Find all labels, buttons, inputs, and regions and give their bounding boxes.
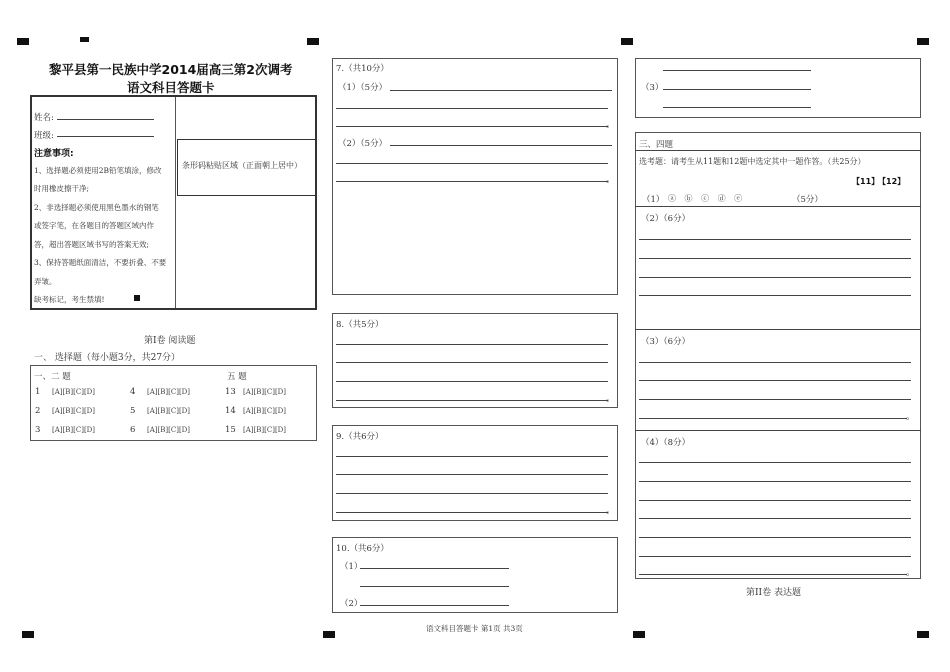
answer-line[interactable] [639, 418, 907, 419]
answer-bubbles[interactable]: [A][B][C][D] [52, 388, 96, 396]
answer-line[interactable] [639, 295, 911, 296]
answer-line[interactable] [336, 493, 608, 494]
option-12-box[interactable]: 【12】 [878, 177, 906, 186]
p1-label: （1） [642, 195, 665, 205]
answer-line[interactable] [336, 400, 608, 401]
answer-line[interactable] [639, 258, 911, 259]
note-line: 1、选择题必须使用2B铅笔填涂，修改 [34, 166, 162, 175]
period-mark: 。 [606, 175, 616, 185]
registration-mark [917, 38, 929, 45]
option-11-box[interactable]: 【11】 [852, 177, 880, 186]
divider [635, 329, 921, 330]
answer-line[interactable] [336, 362, 608, 363]
answer-line[interactable] [360, 586, 509, 587]
answer-line[interactable] [639, 239, 911, 240]
question-number: 4 [130, 387, 136, 397]
p3-label: （3）（6分） [641, 337, 691, 347]
answer-line[interactable] [639, 481, 911, 482]
class-label: 班级: [34, 131, 54, 141]
note-line: 答，超出答题区域书写的答案无效; [34, 240, 150, 249]
period-mark: 。 [606, 394, 616, 404]
p1-score: （5分） [792, 195, 823, 205]
answer-bubbles[interactable]: [A][B][C][D] [52, 426, 96, 434]
section2-title: 第II卷 表达题 [746, 588, 801, 598]
choice-grid [30, 365, 317, 441]
barcode-label: 条形码粘贴区域（正面朝上居中） [182, 161, 302, 170]
q9-label: 9.（共6分） [336, 432, 384, 442]
note-line: 3、保持答题纸面清洁，不要折叠、不要 [34, 258, 167, 267]
answer-line[interactable] [663, 70, 811, 71]
name-field[interactable] [57, 119, 154, 120]
question-number: 2 [35, 406, 41, 416]
question-number: 1 [35, 387, 41, 397]
answer-line[interactable] [390, 145, 612, 146]
answer-line[interactable] [336, 512, 608, 513]
divider [635, 206, 921, 207]
page-subtitle: 语文科目答题卡 [127, 80, 215, 95]
notes-title: 注意事项: [34, 149, 74, 159]
answer-line[interactable] [639, 500, 911, 501]
answer-line[interactable] [336, 108, 608, 109]
answer-line[interactable] [639, 362, 911, 363]
q7-sub1-label: （1）（5分） [338, 83, 388, 93]
answer-line[interactable] [639, 462, 911, 463]
answer-line[interactable] [663, 107, 811, 108]
registration-mark [323, 631, 335, 638]
question-number: 3 [35, 425, 41, 435]
answer-line[interactable] [639, 277, 911, 278]
answer-bubbles[interactable]: [A][B][C][D] [147, 407, 191, 415]
question-number: 15 [225, 425, 236, 435]
answer-line[interactable] [639, 518, 911, 519]
p1-answer-bubbles[interactable]: ⓐ ⓑ ⓒ ⓓ ⓔ [668, 194, 746, 203]
q7-answer-box [332, 58, 618, 295]
divider [635, 150, 921, 151]
q10-continued-box [635, 58, 921, 118]
registration-mark [917, 631, 929, 638]
answer-line[interactable] [360, 568, 509, 569]
info-divider [175, 97, 176, 308]
barcode-area [177, 139, 317, 196]
answer-line[interactable] [639, 399, 911, 400]
q10-sub2-label: （2） [340, 599, 363, 609]
q7-sub2-label: （2）（5分） [338, 139, 388, 149]
answer-line[interactable] [639, 556, 911, 557]
section-heading: 三、四题 [639, 140, 674, 150]
divider [635, 430, 921, 431]
note-line: 或签字笔，在各题目的答题区域内作 [34, 221, 154, 230]
select-instruction: 选考题：请考生从11题和12题中选定其中一题作答。（共25分） [639, 157, 866, 166]
absent-label: 缺考标记，考生禁填! [34, 295, 105, 304]
q10-sub3-label: （3） [641, 83, 664, 93]
p4-label: （4）（8分） [641, 438, 691, 448]
q10-label: 10.（共6分） [336, 544, 389, 554]
answer-bubbles[interactable]: [A][B][C][D] [243, 407, 287, 415]
section1-title: 第I卷 阅读题 [144, 336, 196, 346]
choice-col-header-right: 五 题 [227, 372, 247, 382]
answer-bubbles[interactable]: [A][B][C][D] [243, 426, 287, 434]
answer-line[interactable] [336, 474, 608, 475]
registration-mark [22, 631, 34, 638]
answer-line[interactable] [663, 89, 811, 90]
answer-line[interactable] [336, 344, 608, 345]
q7-label: 7.（共10分） [336, 64, 389, 74]
question-number: 6 [130, 425, 136, 435]
period-mark: 。 [606, 120, 616, 130]
answer-line[interactable] [336, 381, 608, 382]
answer-line[interactable] [336, 456, 608, 457]
answer-line[interactable] [336, 163, 608, 164]
registration-mark [80, 37, 89, 42]
choice-col-header-left: 一、二 题 [34, 372, 71, 382]
q10-sub1-label: （1） [340, 562, 363, 572]
question-number: 13 [225, 387, 236, 397]
registration-mark [17, 38, 29, 45]
answer-bubbles[interactable]: [A][B][C][D] [147, 388, 191, 396]
period-mark: 。 [906, 568, 916, 578]
q8-label: 8.（共5分） [336, 320, 384, 330]
absent-mark-box[interactable] [134, 295, 140, 301]
class-field[interactable] [57, 136, 154, 137]
answer-line[interactable] [390, 90, 612, 91]
answer-line[interactable] [336, 126, 608, 127]
answer-bubbles[interactable]: [A][B][C][D] [52, 407, 96, 415]
period-mark: 。 [606, 506, 616, 516]
registration-mark [307, 38, 319, 45]
page-title: 黎平县第一民族中学2014届高三第2次调考 [49, 62, 293, 77]
answer-bubbles[interactable]: [A][B][C][D] [147, 426, 191, 434]
answer-line[interactable] [639, 380, 911, 381]
answer-line[interactable] [639, 537, 911, 538]
note-line: 弄皱。 [34, 277, 57, 286]
page-footer: 语文科目答题卡 第1页 共3页 [426, 624, 523, 633]
registration-mark [633, 631, 645, 638]
period-mark: 。 [906, 412, 916, 422]
registration-mark [621, 38, 633, 45]
answer-line[interactable] [360, 605, 509, 606]
p2-label: （2）（6分） [641, 214, 691, 224]
answer-line[interactable] [336, 181, 608, 182]
note-line: 2、非选择题必须使用黑色墨水的钢笔 [34, 203, 159, 212]
answer-line[interactable] [639, 574, 907, 575]
choice-heading: 一、 选择题（每小题3分，共27分） [34, 353, 181, 363]
question-number: 14 [225, 406, 236, 416]
question-number: 5 [130, 406, 136, 416]
name-label: 姓名: [34, 113, 54, 123]
answer-bubbles[interactable]: [A][B][C][D] [243, 388, 287, 396]
note-line: 时用橡皮擦干净; [34, 184, 90, 193]
